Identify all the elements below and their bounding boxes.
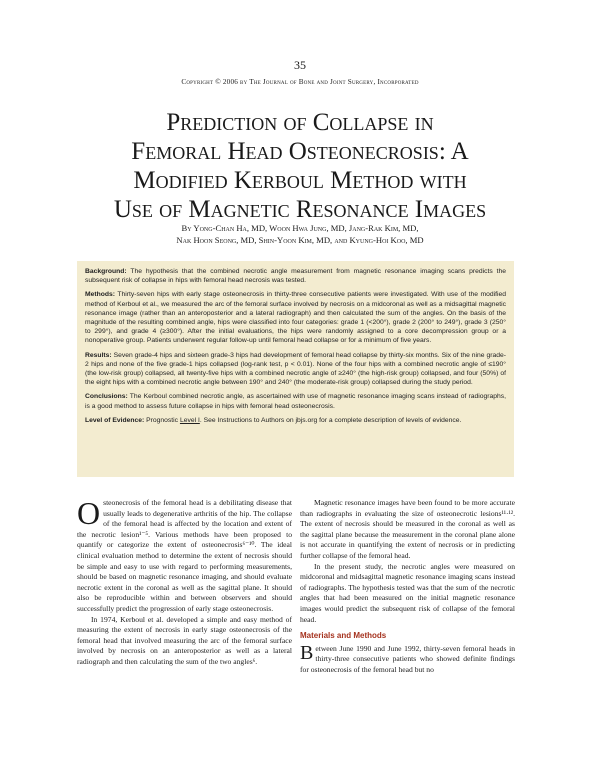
body-paragraph bbox=[77, 495, 292, 615]
title-line: Use of Magnetic Resonance Images bbox=[113, 196, 487, 223]
abstract-label: Methods: bbox=[85, 291, 115, 299]
body-paragraph: In the present study, the necrotic angles were measured on midcoronal and midsagittal magnetic resonance imaging scans instead of radiographs. The hypothesis tested was that the sum of the necrotic angles that had been measured on the initial magnetic resonance images would predict the subsequent risk of collapse of the femoral head. bbox=[300, 561, 515, 624]
drop-cap: O bbox=[77, 495, 101, 531]
paragraph-text: etween June 1990 and June 1992, thirty-seven femoral heads in thirty-three consecutive patients who showed definite findings for osteonecrosis of the femoral head but no bbox=[300, 643, 515, 674]
body-column-left bbox=[77, 495, 292, 668]
title-line: Prediction of Collapse in bbox=[166, 109, 434, 136]
abstract-label: Conclusions: bbox=[85, 393, 128, 401]
abstract-label: Level of Evidence: bbox=[85, 416, 145, 424]
paragraph-text: steonecrosis of the femoral head is a debilitating disease that usually leads to degenerative arthritis of the hip. The collapse of the femoral head is affected by the location and extent of the necrotic lesion¹⁻⁵. Various methods have been proposed to quantify or categorize the extent of osteonecrosis⁶⁻¹⁰. The ideal clinical evaluation method to determine the extent of necrosis should be simple and easy to use with regard to performing measurements, should be based on magnetic resonance imaging, and should evaluate necrotic extent in the coronal as well as the sagittal plane. It should also be reproducible within and between observers and should successfully predict the progression of early stage osteonecrosis. bbox=[77, 498, 292, 613]
body-paragraph bbox=[300, 641, 515, 676]
abstract-text: The hypothesis that the combined necrotic angle measurement from magnetic resonance imaging scans predicts the subsequent risk of collapse in hips with femoral head necrosis was tested. bbox=[85, 268, 506, 285]
abstract-results bbox=[85, 351, 506, 388]
body-column-right bbox=[300, 498, 515, 676]
abstract-conclusions bbox=[85, 392, 506, 410]
abstract-text: Thirty-seven hips with early stage osteonecrosis in thirty-three consecutive patients were investigated. With use of the modified method of Kerboul et al., we measured the arc of the femoral surface involved by necrosis on a midcoronal as well as a midsagittal magnetic resonance image (rather than an anteroposterior and a lateral radiograph) and then calculated the sum of the angles. On the basis of the magnitude of the resulting combined angle, hips were classified into four categories: grade 1 (<200°), grade 2 (200° to 249°), grade 3 (250° to 299°), and grade 4 (≥300°). After the initial evaluations, the hips were randomly assigned to a core decompression group or a nonoperative group. Patients underwent regular follow-up until femoral head collapse or for a minimum of five years. bbox=[85, 291, 506, 345]
abstract-text: The Kerboul combined necrotic angle, as ascertained with use of magnetic resonance imaging scans instead of radiographs, is a good method to assess future collapse in hips with femoral head osteonecrosis. bbox=[85, 393, 506, 410]
abstract-background bbox=[85, 267, 506, 285]
abstract-text: Seven grade-4 hips and sixteen grade-3 hips had development of femoral head collapse by thirty-six months. Six of the nine grade-2 hips and none of the five grade-1 hips collapsed (log-rank test, p < 0.01). None of the four hips with a combined necrotic angle of ≤190° (the low-risk group) collapsed, all twenty-five hips with a combined necrotic angle of ≥240° (the high-risk group) collapsed, and four (50%) of the eight hips with a combined necrotic angle between 190° and 240° (the moderate-risk group) collapsed during the study period. bbox=[85, 351, 506, 387]
page-number: 35 bbox=[294, 58, 306, 72]
section-heading: Materials and Methods bbox=[300, 631, 387, 641]
author-list bbox=[40, 222, 560, 246]
abstract-label: Results: bbox=[85, 351, 112, 359]
author-line: By Yong-Chan Ha, MD, Woon Hwa Jung, MD, Jang-Rak Kim, MD, bbox=[181, 223, 419, 233]
abstract-methods bbox=[85, 290, 506, 345]
body-paragraph: In 1974, Kerboul et al. developed a simple and easy method of measuring the extent of necrosis in early stage osteonecrosis of the femoral head that involved measuring the arc of the femoral surface involved by necrosis on an anteroposterior as well as a lateral radiograph and then calculating the sum of the two angles⁶. bbox=[77, 614, 292, 666]
title-line: Femoral Head Osteonecrosis: A bbox=[131, 138, 469, 165]
article-title bbox=[40, 108, 560, 224]
abstract-text: Prognostic bbox=[144, 416, 180, 424]
abstract-box bbox=[77, 261, 514, 477]
author-line: Nak Hoon Seong, MD, Shin-Yoon Kim, MD, and Kyung-Hoi Koo, MD bbox=[176, 235, 424, 245]
title-line: Modified Kerboul Method with bbox=[133, 167, 467, 194]
level-of-evidence-link[interactable]: Level I bbox=[179, 416, 200, 424]
copyright-line: Copyright © 2006 by The Journal of Bone and Joint Surgery, Incorporated bbox=[181, 78, 419, 86]
abstract-level bbox=[85, 416, 506, 425]
abstract-label: Background: bbox=[85, 268, 127, 275]
body-paragraph: Magnetic resonance images have been found to be more accurate than radiographs in evaluating the size of osteonecrotic lesions¹¹·¹². The extent of necrosis should be measured in the coronal as well as the sagittal plane because the measurement in the coronal plane alone is not accurate in quantifying the extent of necrosis or in predicting further collapse of the femoral head. bbox=[300, 498, 515, 560]
abstract-text: . See Instructions to Authors on jbjs.org for a complete description of levels of evidence. bbox=[199, 416, 462, 424]
drop-cap: B bbox=[300, 641, 314, 664]
